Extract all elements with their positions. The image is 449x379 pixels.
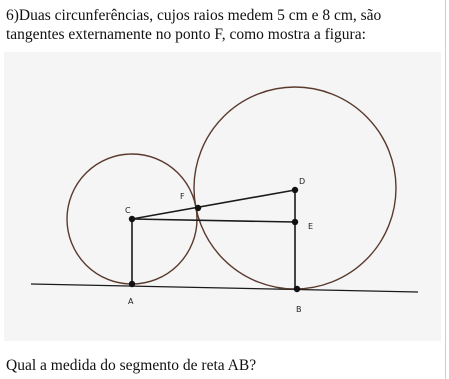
page-edge-divider: [445, 0, 446, 379]
problem-statement: [6, 6, 446, 44]
segment-cd: [132, 190, 295, 219]
question-text: Qual a medida do segmento de reta AB?: [6, 357, 257, 374]
segment-ce: [132, 219, 295, 222]
problem-line-2: tangentes externamente no ponto F, como mostra a figura:: [6, 26, 366, 43]
point-b: [294, 286, 300, 292]
point-c: [129, 216, 135, 222]
label-c: C: [125, 206, 131, 215]
tangent-line: [31, 284, 418, 292]
point-e: [292, 219, 298, 225]
geometry-figure: [4, 52, 441, 341]
problem-line-1: 6)Duas circunferências, cujos raios medem 5 cm e 8 cm, são: [6, 7, 382, 24]
point-f: [195, 205, 201, 211]
label-d: D: [299, 177, 306, 186]
label-a: A: [128, 297, 134, 306]
label-e: E: [308, 222, 314, 231]
label-f: F: [180, 192, 185, 201]
figure-canvas: [4, 52, 441, 341]
point-a: [129, 281, 135, 287]
point-d: [292, 187, 298, 193]
label-b: B: [296, 305, 302, 314]
